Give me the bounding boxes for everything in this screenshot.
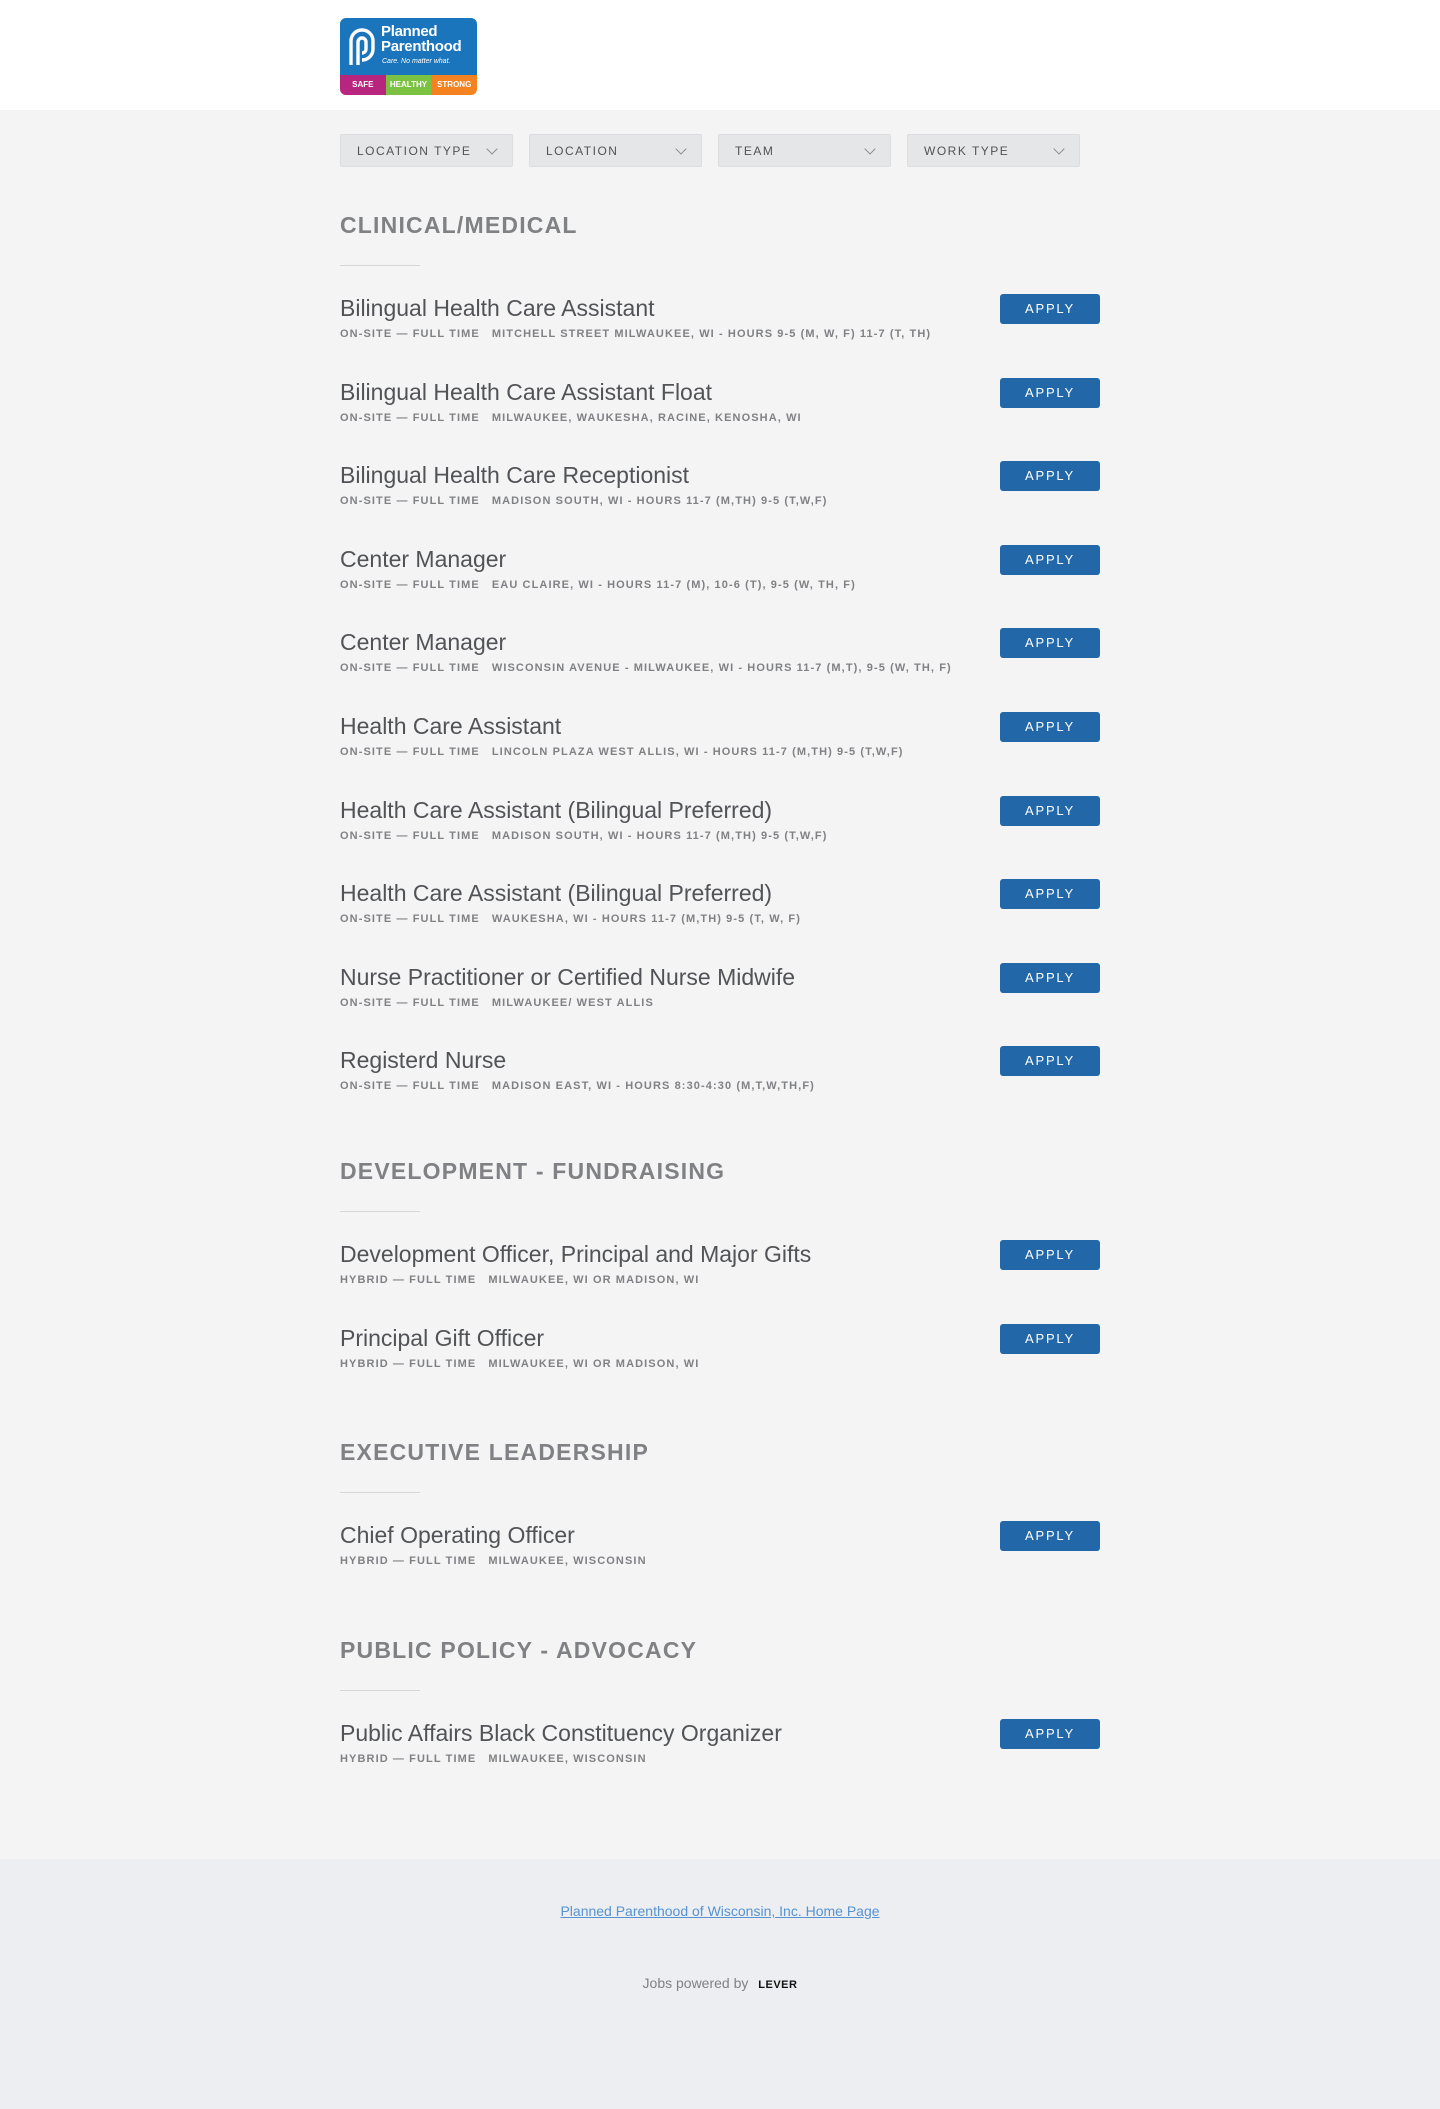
job-title-link[interactable]: Center Manager bbox=[340, 629, 507, 656]
page-header bbox=[0, 0, 1440, 110]
job-title-link[interactable]: Registerd Nurse bbox=[340, 1047, 507, 1074]
logo-segment-strong: STRONG bbox=[431, 75, 477, 95]
job-posting bbox=[340, 963, 1100, 1047]
chevron-down-icon bbox=[675, 143, 686, 154]
job-title-link[interactable]: Nurse Practitioner or Certified Nurse Midwife bbox=[340, 963, 796, 990]
job-location: EAU CLAIRE, WI - HOURS 11-7 (M), 10-6 (T), 9-5 (W, TH, F) bbox=[491, 578, 856, 591]
apply-button[interactable]: APPLY bbox=[1000, 1719, 1100, 1749]
job-posting bbox=[340, 796, 1100, 880]
apply-button[interactable]: APPLY bbox=[1000, 461, 1100, 491]
section-title: EXECUTIVE LEADERSHIP bbox=[340, 1439, 649, 1465]
job-posting bbox=[340, 378, 1100, 462]
apply-button[interactable]: APPLY bbox=[1000, 545, 1100, 575]
chevron-down-icon bbox=[1053, 143, 1064, 154]
job-commitment: ON-SITE — FULL TIME bbox=[340, 829, 480, 842]
job-location: MILWAUKEE/ WEST ALLIS bbox=[491, 996, 654, 1009]
postings-list bbox=[340, 1719, 1100, 1803]
section-divider bbox=[340, 265, 420, 266]
job-posting bbox=[340, 1046, 1100, 1130]
job-location: WISCONSIN AVENUE - MILWAUKEE, WI - HOURS 11-7 (M,T), 9-5 (W, TH, F) bbox=[491, 662, 952, 675]
job-title-link[interactable]: Health Care Assistant bbox=[340, 712, 562, 739]
job-title-link[interactable]: Development Officer, Principal and Major Gifts bbox=[340, 1241, 812, 1267]
filter-team[interactable] bbox=[718, 134, 891, 167]
job-meta bbox=[340, 412, 1100, 424]
job-posting bbox=[340, 1521, 1100, 1605]
job-commitment: ON-SITE — FULL TIME bbox=[340, 996, 480, 1009]
job-location: MITCHELL STREET MILWAUKEE, WI - HOURS 9-5 (M, W, F) 11-7 (T, TH) bbox=[491, 328, 932, 340]
apply-button[interactable]: APPLY bbox=[1000, 879, 1100, 909]
job-meta bbox=[340, 913, 1100, 925]
postings-group bbox=[340, 1635, 1100, 1803]
apply-button[interactable]: APPLY bbox=[1000, 796, 1100, 826]
powered-by bbox=[0, 1975, 1440, 1991]
postings-group bbox=[340, 1156, 1100, 1407]
job-title-link[interactable]: Bilingual Health Care Assistant bbox=[340, 295, 655, 321]
job-location: MADISON SOUTH, WI - HOURS 11-7 (M,TH) 9-5 (T,W,F) bbox=[491, 829, 828, 842]
job-commitment: ON-SITE — FULL TIME bbox=[340, 745, 480, 758]
apply-button[interactable]: APPLY bbox=[1000, 1046, 1100, 1076]
job-location: MILWAUKEE, WI OR MADISON, WI bbox=[488, 1357, 700, 1370]
job-meta bbox=[340, 830, 1100, 842]
job-meta bbox=[340, 997, 1100, 1009]
job-posting bbox=[340, 1324, 1100, 1408]
logo-name-line1: Planned bbox=[381, 23, 438, 40]
apply-button[interactable]: APPLY bbox=[1000, 294, 1100, 324]
job-title-link[interactable]: Principal Gift Officer bbox=[340, 1324, 545, 1351]
apply-button[interactable]: APPLY bbox=[1000, 1324, 1100, 1354]
job-meta bbox=[340, 1753, 1100, 1765]
job-location: MADISON EAST, WI - HOURS 8:30-4:30 (M,T,W,TH,F) bbox=[491, 1080, 815, 1093]
job-meta bbox=[340, 662, 1100, 674]
job-commitment: ON-SITE — FULL TIME bbox=[340, 1080, 480, 1093]
job-posting bbox=[340, 879, 1100, 963]
section-divider bbox=[340, 1211, 420, 1212]
job-posting bbox=[340, 1719, 1100, 1803]
section-divider bbox=[340, 1492, 420, 1493]
pp-mark-icon bbox=[347, 27, 377, 67]
filter-label: LOCATION TYPE bbox=[357, 143, 472, 158]
job-meta bbox=[340, 1555, 1100, 1567]
filter-bar bbox=[340, 134, 1080, 167]
filter-work-type[interactable] bbox=[907, 134, 1080, 167]
job-commitment: ON-SITE — FULL TIME bbox=[340, 328, 480, 340]
job-commitment: ON-SITE — FULL TIME bbox=[340, 578, 480, 591]
filter-label: TEAM bbox=[735, 143, 775, 158]
job-title-link[interactable]: Chief Operating Officer bbox=[340, 1522, 575, 1548]
job-meta bbox=[340, 328, 1100, 340]
apply-button[interactable]: APPLY bbox=[1000, 628, 1100, 658]
apply-button[interactable]: APPLY bbox=[1000, 963, 1100, 993]
job-meta bbox=[340, 495, 1100, 507]
job-location: MILWAUKEE, WISCONSIN bbox=[488, 1555, 647, 1567]
job-title-link[interactable]: Bilingual Health Care Assistant Float bbox=[340, 378, 713, 405]
logo-bottom bbox=[340, 75, 477, 95]
apply-button[interactable]: APPLY bbox=[1000, 1240, 1100, 1270]
job-commitment: HYBRID — FULL TIME bbox=[340, 1555, 477, 1567]
job-title-link[interactable]: Public Affairs Black Constituency Organizer bbox=[340, 1720, 782, 1746]
job-commitment: ON-SITE — FULL TIME bbox=[340, 411, 480, 424]
job-commitment: ON-SITE — FULL TIME bbox=[340, 662, 480, 675]
lever-logo[interactable]: LEVER bbox=[758, 1979, 798, 1991]
postings-group bbox=[340, 210, 1100, 1130]
logo-top bbox=[340, 18, 477, 75]
postings-list bbox=[340, 1240, 1100, 1407]
job-meta bbox=[340, 1274, 1100, 1286]
job-meta bbox=[340, 579, 1100, 591]
company-home-link[interactable]: Planned Parenthood of Wisconsin, Inc. Home Page bbox=[560, 1903, 880, 1919]
filter-label: WORK TYPE bbox=[924, 143, 1010, 158]
job-location: MADISON SOUTH, WI - HOURS 11-7 (M,TH) 9-5 (T,W,F) bbox=[491, 495, 828, 508]
powered-by-text: Jobs powered by bbox=[642, 1975, 749, 1991]
job-location: WAUKESHA, WI - HOURS 11-7 (M,TH) 9-5 (T, W, F) bbox=[491, 913, 801, 926]
job-commitment: HYBRID — FULL TIME bbox=[340, 1753, 477, 1765]
job-posting bbox=[340, 628, 1100, 712]
job-posting bbox=[340, 545, 1100, 629]
job-location: MILWAUKEE, WAUKESHA, RACINE, KENOSHA, WI bbox=[491, 411, 802, 424]
chevron-down-icon bbox=[486, 143, 497, 154]
postings-list bbox=[340, 294, 1100, 1130]
job-posting bbox=[340, 1240, 1100, 1324]
job-location: MILWAUKEE, WISCONSIN bbox=[488, 1753, 647, 1765]
job-title-link[interactable]: Center Manager bbox=[340, 545, 507, 572]
logo-segment-healthy: HEALTHY bbox=[386, 75, 432, 95]
postings-list bbox=[340, 1521, 1100, 1605]
logo-segment-safe: SAFE bbox=[340, 75, 386, 95]
job-meta bbox=[340, 1080, 1100, 1092]
section-title: DEVELOPMENT - FUNDRAISING bbox=[340, 1158, 726, 1184]
postings-main bbox=[0, 110, 1440, 1859]
job-title-link[interactable]: Health Care Assistant (Bilingual Preferred) bbox=[340, 880, 773, 907]
job-meta bbox=[340, 746, 1100, 758]
job-commitment: ON-SITE — FULL TIME bbox=[340, 913, 480, 926]
job-commitment: HYBRID — FULL TIME bbox=[340, 1357, 477, 1370]
job-posting bbox=[340, 461, 1100, 545]
logo-name-line2: Parenthood bbox=[381, 38, 462, 55]
job-location: LINCOLN PLAZA WEST ALLIS, WI - HOURS 11-7 (M,TH) 9-5 (T,W,F) bbox=[491, 745, 904, 758]
logo-name bbox=[381, 24, 461, 54]
job-title-link[interactable]: Health Care Assistant (Bilingual Preferred) bbox=[340, 796, 773, 823]
apply-button[interactable]: APPLY bbox=[1000, 712, 1100, 742]
apply-button[interactable]: APPLY bbox=[1000, 1521, 1100, 1551]
apply-button[interactable]: APPLY bbox=[1000, 378, 1100, 408]
postings-group bbox=[340, 1437, 1100, 1605]
planned-parenthood-logo[interactable] bbox=[340, 18, 477, 95]
filter-location-type[interactable] bbox=[340, 134, 513, 167]
job-posting bbox=[340, 294, 1100, 378]
job-location: MILWAUKEE, WI OR MADISON, WI bbox=[488, 1274, 700, 1286]
chevron-down-icon bbox=[864, 143, 875, 154]
filter-location[interactable] bbox=[529, 134, 702, 167]
job-commitment: ON-SITE — FULL TIME bbox=[340, 495, 480, 508]
job-title-link[interactable]: Bilingual Health Care Receptionist bbox=[340, 462, 690, 489]
job-commitment: HYBRID — FULL TIME bbox=[340, 1274, 477, 1286]
job-posting bbox=[340, 712, 1100, 796]
job-meta bbox=[340, 1358, 1100, 1370]
filter-label: LOCATION bbox=[546, 143, 619, 158]
logo-tagline: Care. No matter what. bbox=[382, 58, 451, 65]
section-title: PUBLIC POLICY - ADVOCACY bbox=[340, 1637, 698, 1663]
page-footer bbox=[0, 1859, 1440, 2109]
section-title: CLINICAL/MEDICAL bbox=[340, 212, 578, 238]
section-divider bbox=[340, 1690, 420, 1691]
